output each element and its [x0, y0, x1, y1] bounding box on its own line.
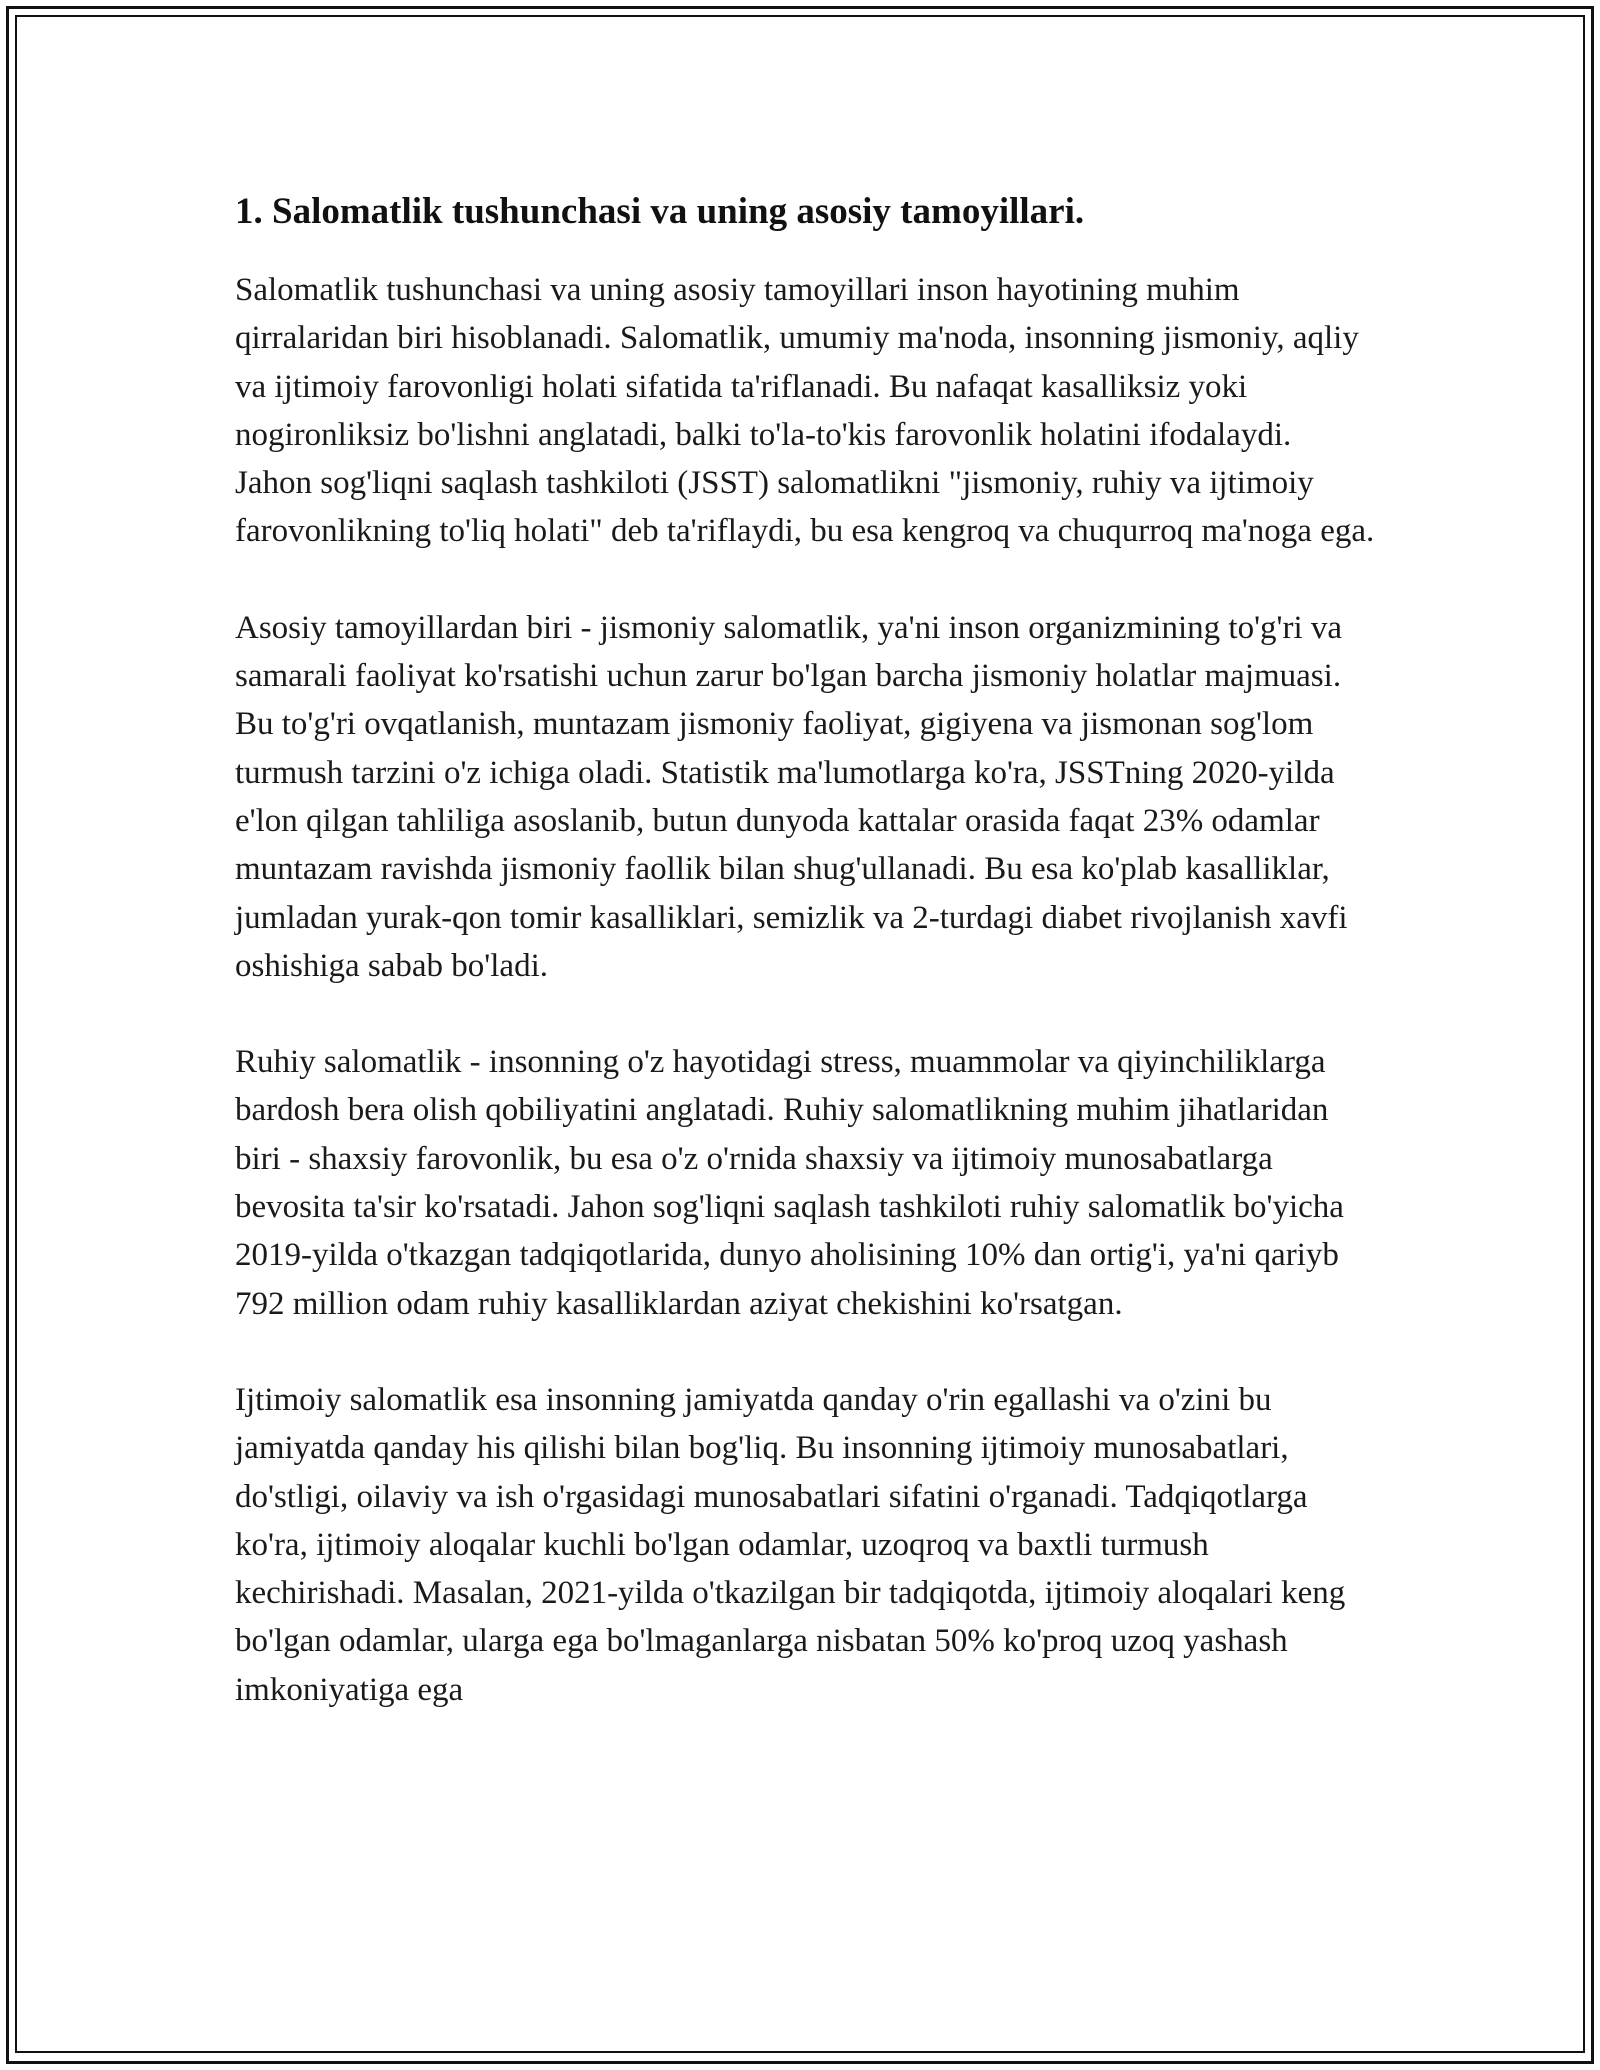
- paragraph-health-definition: Salomatlik tushunchasi va uning asosiy tamoyillari inson hayotining muhim qirralaridan biri hisoblanadi. Salomatlik, umumiy ma'noda, insonning jismoniy, aqliy va ijtimoiy farovonligi holati sifatida ta'riflanadi. Bu nafaqat kasalliksiz yoki nogironliksiz bo'lishni anglatadi, balki to'la-to'kis farovonlik holatini ifodalaydi. Jahon sog'liqni saqlash tashkiloti (JSST) salomatlikni "jismoniy, ruhiy va ijtimoiy farovonlikning to'liq holati" deb ta'riflaydi, bu esa kengroq va chuqurroq ma'noga ega.: [235, 272, 1375, 550]
- paragraph-physical-health: Asosiy tamoyillardan biri - jismoniy salomatlik, ya'ni inson organizmining to'g'ri va samarali faoliyat ko'rsatishi uchun zarur bo'lgan barcha jismoniy holatlar majmuasi. Bu to'g'ri ovqatlanish, muntazam jismoniy faoliyat, gigiyena va jismonan sog'lom turmush tarzini o'z ichiga oladi. Statistik ma'lumotlarga ko'ra, JSSTning 2020-yilda e'lon qilgan tahliliga asoslanib, butun dunyoda kattalar orasida faqat 23% odamlar muntazam ravishda jismoniy faollik bilan shug'ullanadi. Bu esa ko'plab kasalliklar, jumladan yurak-qon tomir kasalliklari, semizlik va 2-turdagi diabet rivojlanish xavfi oshishiga sabab bo'ladi.: [235, 609, 1348, 984]
- section-heading: 1. Salomatlik tushunchasi va uning asosiy tamoyillari.: [235, 191, 1085, 232]
- document-body: [235, 186, 1375, 1714]
- paragraph-mental-health: Ruhiy salomatlik - insonning o'z hayotidagi stress, muammolar va qiyinchiliklarga bardosh bera olish qobiliyatini anglatadi. Ruhiy salomatlikning muhim jihatlaridan biri - shaxsiy farovonlik, bu esa o'z o'rnida shaxsiy va ijtimoiy munosabatlarga bevosita ta'sir ko'rsatadi. Jahon sog'liqni saqlash tashkiloti ruhiy salomatlik bo'yicha 2019-yilda o'tkazgan tadqiqotlarida, dunyo aholisining 10% dan ortig'i, ya'ni qariyb 792 million odam ruhiy kasalliklardan aziyat chekishini ko'rsatgan.: [235, 1044, 1344, 1322]
- paragraph-social-health: Ijtimoiy salomatlik esa insonning jamiyatda qanday o'rin egallashi va o'zini bu jamiyatda qanday his qilishi bilan bog'liq. Bu insonning ijtimoiy munosabatlari, do'stligi, oilaviy va ish o'rgasidagi munosabatlari sifatini o'rganadi. Tadqiqotlarga ko'ra, ijtimoiy aloqalar kuchli bo'lgan odamlar, uzoqroq va baxtli turmush kechirishadi. Masalan, 2021-yilda o'tkazilgan bir tadqiqotda, ijtimoiy aloqalari keng bo'lgan odamlar, ularga ega bo'lmaganlarga nisbatan 50% ko'proq uzoq yashash imkoniyatiga ega: [235, 1381, 1346, 1708]
